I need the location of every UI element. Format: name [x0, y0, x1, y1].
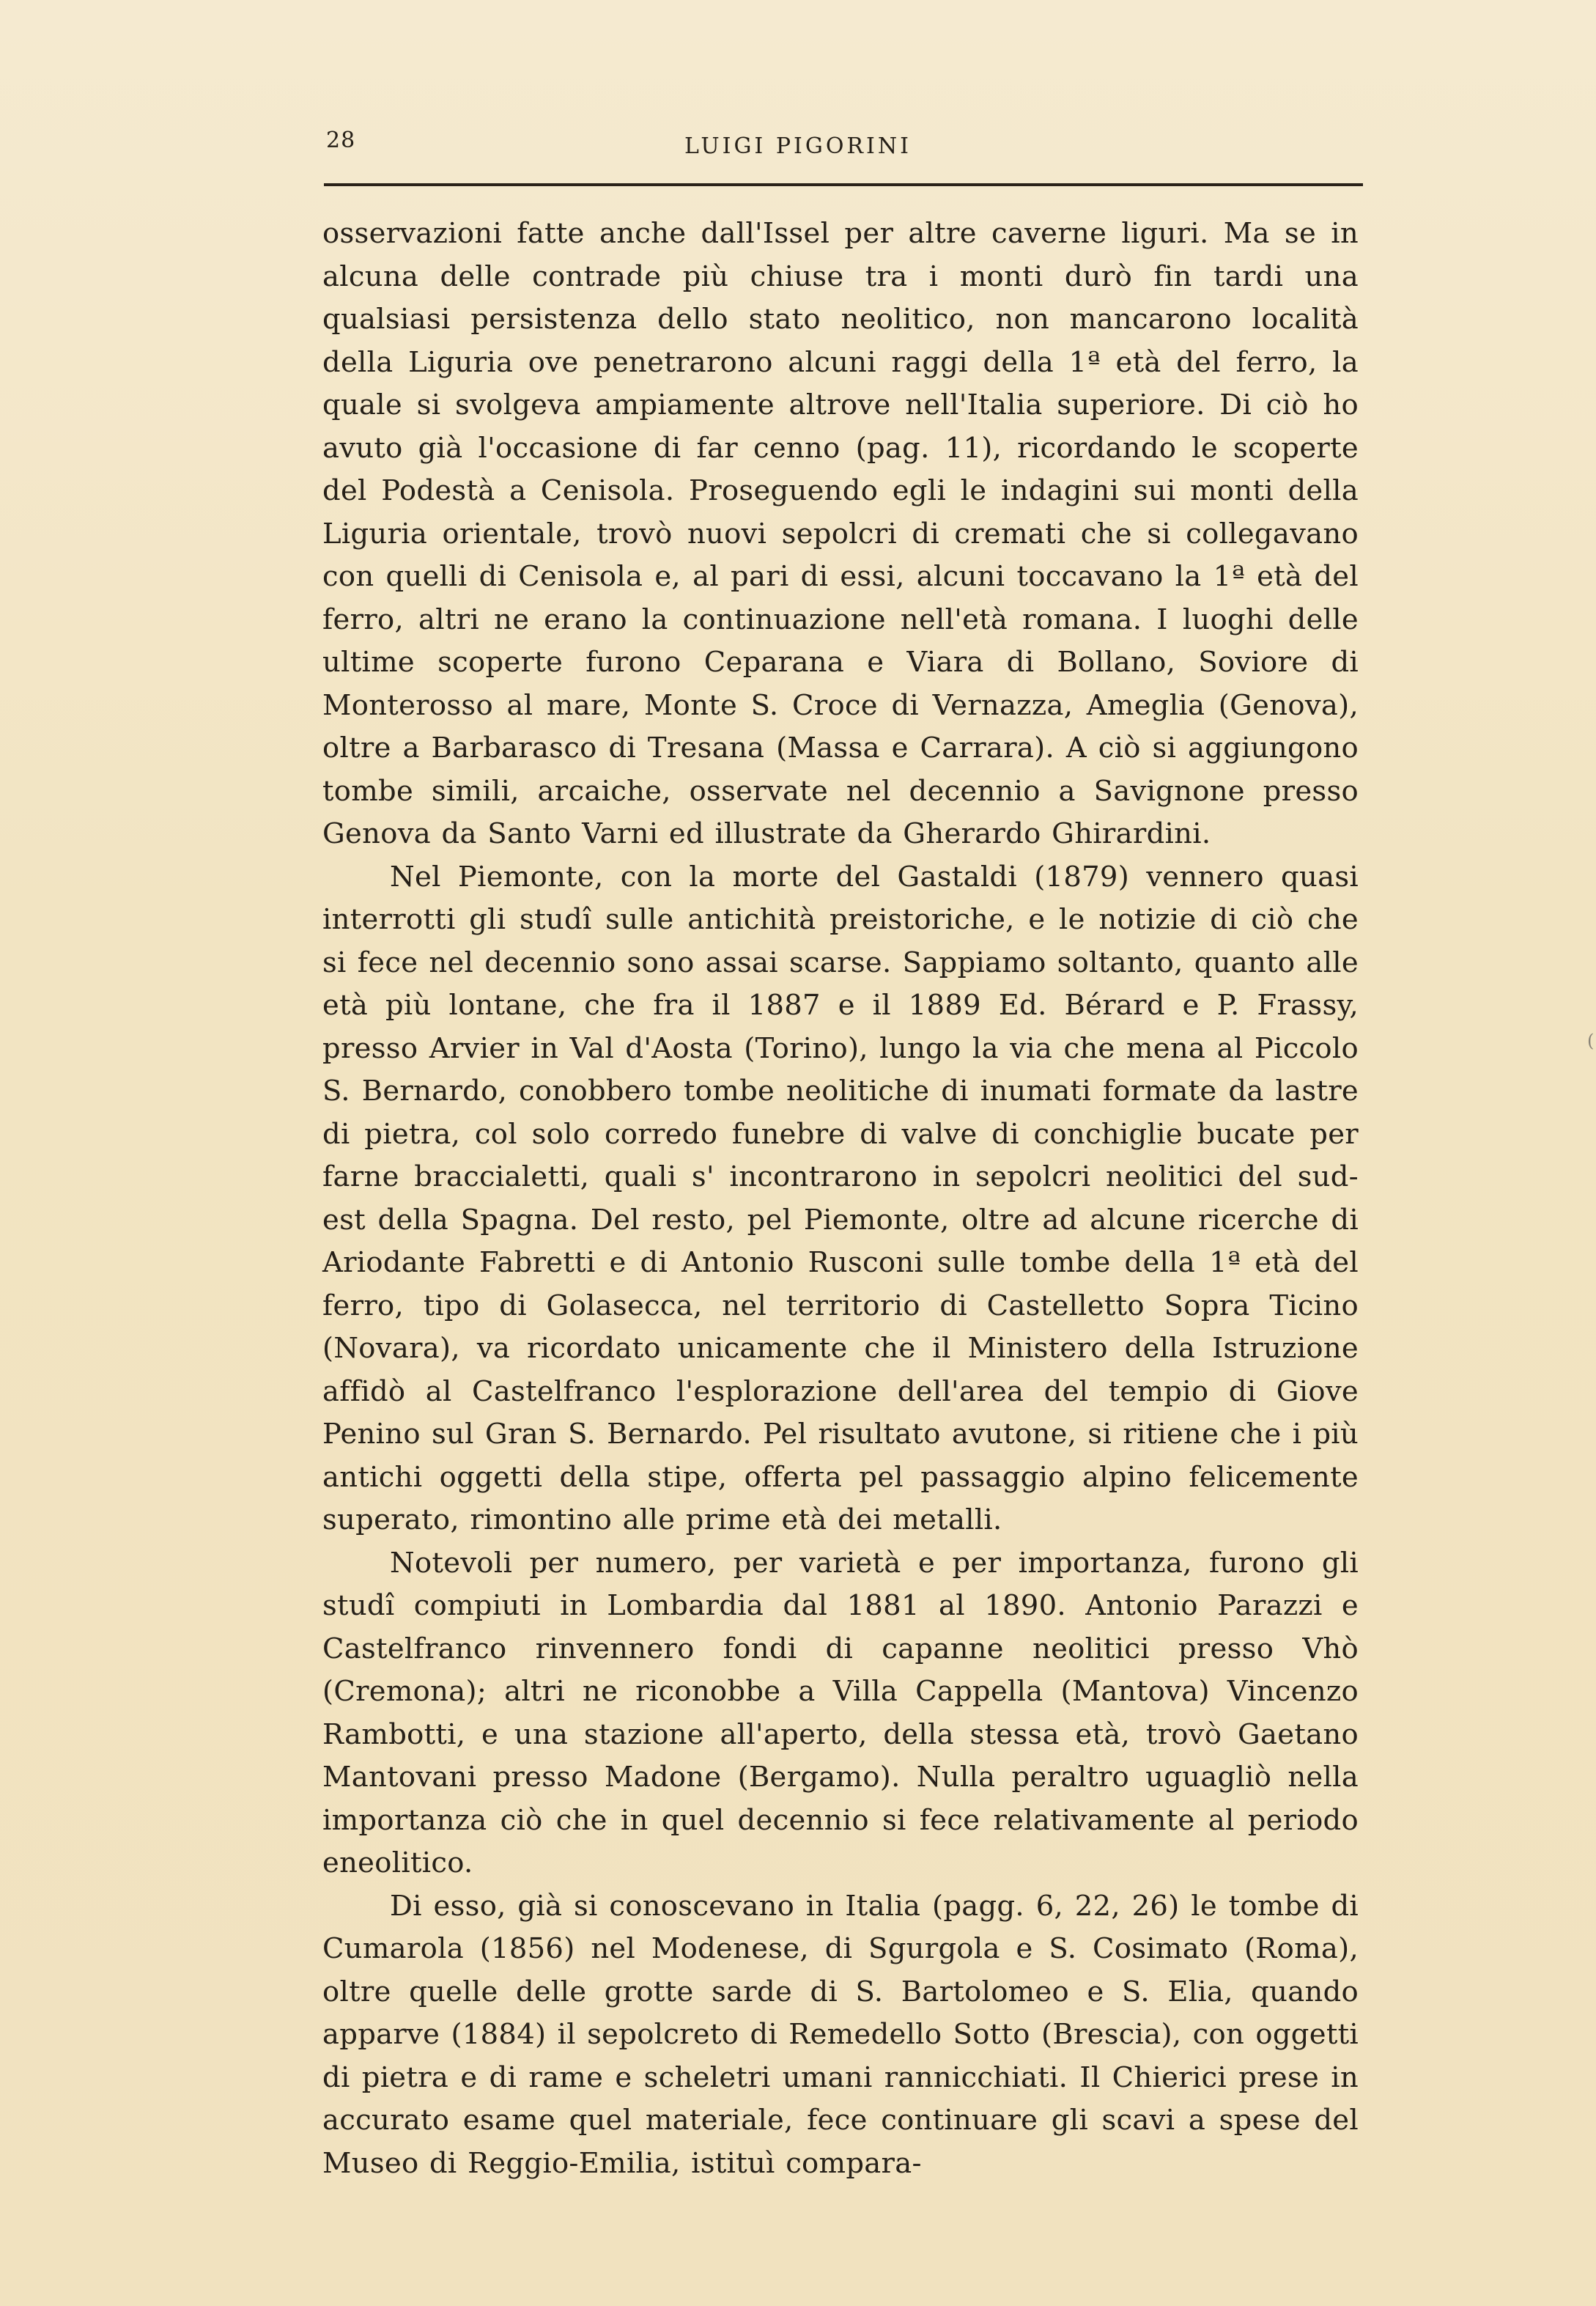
margin-mark: (	[1587, 1031, 1595, 1051]
running-head: LUIGI PIGORINI	[684, 133, 912, 159]
page-number: 28	[326, 128, 356, 153]
paragraph-4: Di esso, già si conoscevano in Italia (pagg. 6, 22, 26) le tombe di Cumarola (1856) nel Modenese, di Sgurgola e S. Cosimato (Roma), oltre quelle delle grotte sarde di S. Bartolomeo e S. Elia, quando apparve (1884) il sepolcreto di Remedello Sotto (Brescia), con oggetti di pietra e di rame e scheletri umani rannicchiati. Il Chierici prese in accurato esame quel materiale, fece continuare gli scavi a spese del Museo di Reggio-Emilia, istituì compara-	[322, 1889, 1359, 2180]
paragraph-1: osservazioni fatte anche dall'Issel per altre caverne liguri. Ma se in alcuna delle contrade più chiuse tra i monti durò fin tardi una qualsiasi persistenza dello stato neolitico, non mancarono località della Liguria ove penetrarono alcuni raggi della 1ª età del ferro, la quale si svolgeva ampiamente altrove nell'Italia superiore. Di ciò ho avuto già l'occasione di far cenno (pag. 11), ricordando le scoperte del Podestà a Cenisola. Proseguendo egli le indagini sui monti della Liguria orientale, trovò nuovi sepolcri di cremati che si collegavano con quelli di Cenisola e, al pari di essi, alcuni toccavano la 1ª età del ferro, altri ne erano la continuazione nell'età romana. I luoghi delle ultime scoperte furono Ceparana e Viara di Bollano, Soviore di Monterosso al mare, Monte S. Croce di Vernazza, Ameglia (Genova), oltre a Barbarasco di Tresana (Massa e Carrara). A ciò si aggiungono tombe simili, arcaiche, osservate nel decennio a Savignone presso Genova da Santo Varni ed illustrate da Gherardo Ghirardini.	[322, 217, 1359, 850]
header-rule	[324, 183, 1363, 186]
paragraph-3: Notevoli per numero, per varietà e per importanza, furono gli studî compiuti in Lombardia dal 1881 al 1890. Antonio Parazzi e Castelfranco rinvennero fondi di capanne neolitici presso Vhò (Cremona); altri ne riconobbe a Villa Cappella (Mantova) Vincenzo Rambotti, e una stazione all'aperto, della stessa età, trovò Gaetano Mantovani presso Madone (Bergamo). Nulla peraltro uguagliò nella importanza ciò che in quel decennio si fece relativamente al periodo eneolitico.	[322, 1546, 1359, 1879]
body-text	[322, 213, 1359, 2185]
paragraph-2: Nel Piemonte, con la morte del Gastaldi (1879) vennero quasi interrotti gli studî sulle antichità preistoriche, e le notizie di ciò che si fece nel decennio sono assai scarse. Sappiamo soltanto, quanto alle età più lontane, che fra il 1887 e il 1889 Ed. Bérard e P. Frassy, presso Arvier in Val d'Aosta (Torino), lungo la via che mena al Piccolo S. Bernardo, conobbero tombe neolitiche di inumati formate da lastre di pietra, col solo corredo funebre di valve di conchiglie bucate per farne braccialetti, quali s' incontrarono in sepolcri neolitici del sud-est della Spagna. Del resto, pel Piemonte, oltre ad alcune ricerche di Ariodante Fabretti e di Antonio Rusconi sulle tombe della 1ª età del ferro, tipo di Golasecca, nel territorio di Castelletto Sopra Ticino (Novara), va ricordato unicamente che il Ministero della Istruzione affidò al Castelfranco l'esplorazione dell'area del tempio di Giove Penino sul Gran S. Bernardo. Pel risultato avutone, si ritiene che i più antichi oggetti della stipe, offerta pel passaggio alpino felicemente superato, rimontino alle prime età dei metalli.	[322, 860, 1359, 1536]
